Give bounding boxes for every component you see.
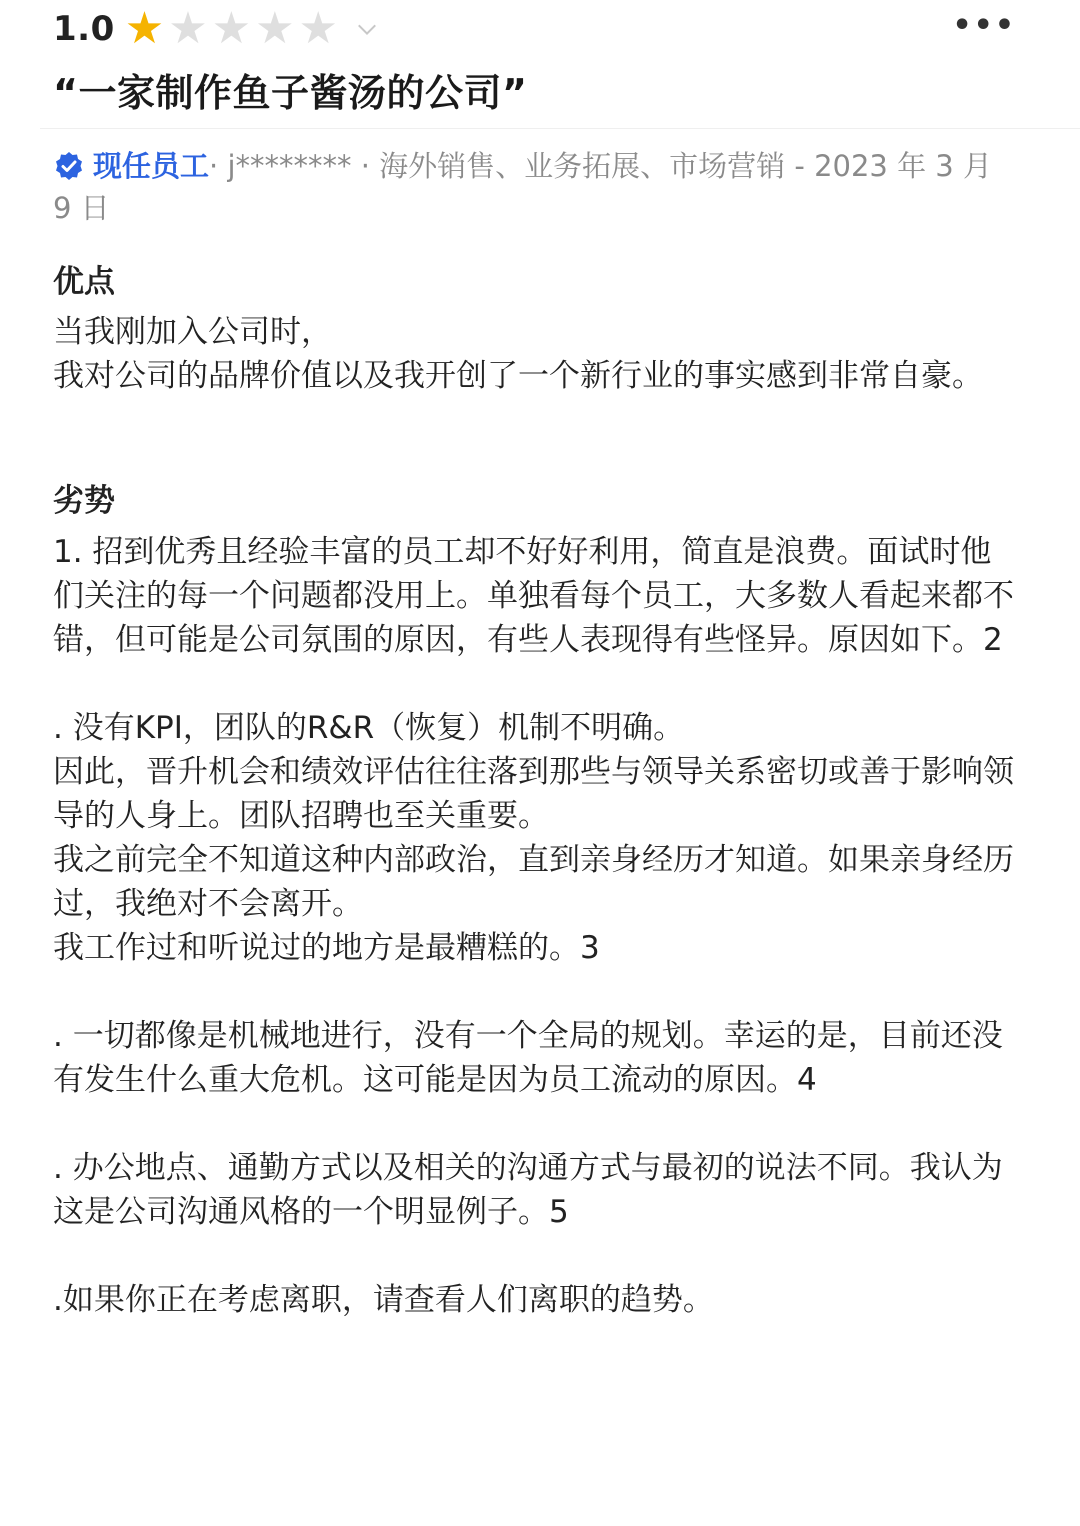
review-title: “一家制作鱼子酱汤的公司” (53, 71, 528, 115)
verified-badge-icon (53, 150, 85, 182)
cons-heading: 劣势 (53, 483, 115, 519)
review-meta (53, 145, 1018, 229)
review-author-info: · j******** · 海外销售、业务拓展、市场营销 - 2023 年 3 月 9 日 (53, 149, 992, 225)
star-icon: ★ (255, 3, 295, 54)
rating-value: 1.0 (53, 9, 115, 49)
star-rating (124, 3, 342, 54)
employee-status: 现任员工 (93, 149, 210, 183)
cons-text: 1. 招到优秀且经验丰富的员工却不好好利用，简直是浪费。面试时他们关注的每一个问题都没用上。单独看每个员工，大多数人看起来都不错，但可能是公司氛围的原因，有些人表现得有些怪异。原因如下。2 . 没有KPI，团队的R&R（恢复）机制不明确。 因此，晋升机会和绩效评估往往落到那些与领导关系密切或善于影响领导的人身上。团队招聘也至关重要。 我之前完全不知道这种内部政治，直到亲身经历才知道。如果亲身经历过，我绝对不会离开。 我工作过和听说过的地方是最糟糕的。3 . 一切都像是机械地进行，没有一个全局的规划。幸运的是，目前还没有发生什么重大危机。这可能是因为员工流动的原因。4 . 办公地点、通勤方式以及相关的沟通方式与最初的说法不同。我认为这是公司沟通风格的一个明显例子。5 .如果你正在考虑离职，请查看人们离职的趋势。 (53, 534, 1014, 1318)
pros-heading: 优点 (53, 264, 115, 300)
pros-text: 当我刚加入公司时， 我对公司的品牌价值以及我开创了一个新行业的事实感到非常自豪。 (53, 314, 983, 394)
star-icon: ★ (211, 3, 252, 54)
star-icon: ★ (298, 3, 338, 54)
star-icon: ★ (124, 3, 165, 54)
chevron-down-icon[interactable] (356, 18, 378, 40)
more-options-icon[interactable]: ••• (952, 8, 1016, 43)
divider (40, 128, 1080, 129)
rating-row (53, 3, 378, 54)
star-icon: ★ (168, 3, 208, 54)
